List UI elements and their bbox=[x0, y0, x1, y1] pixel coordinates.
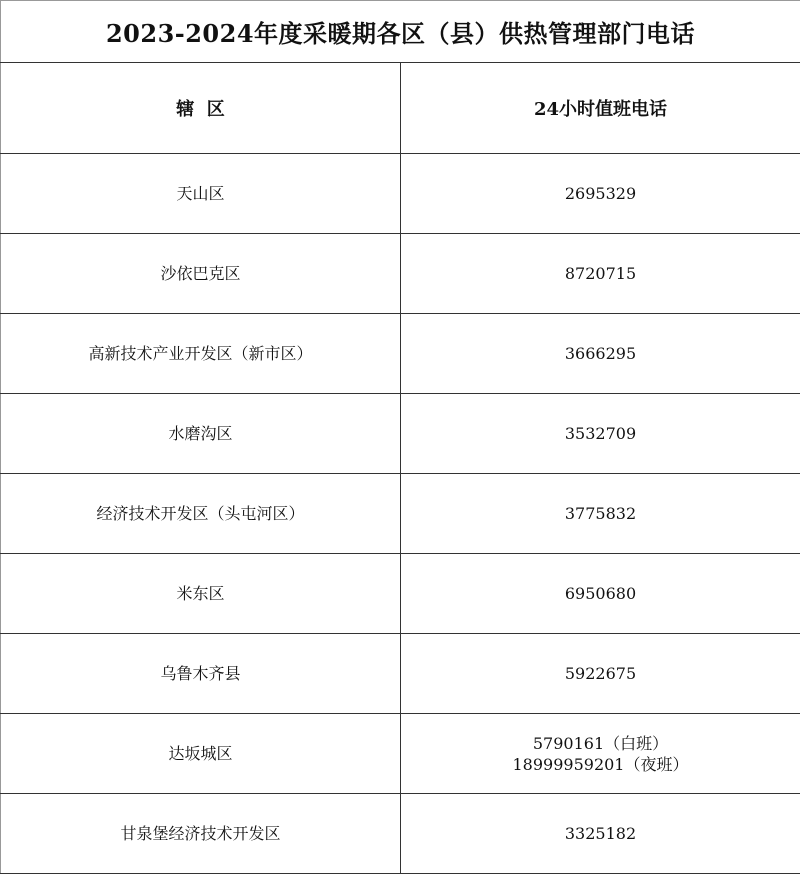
phone-number: 8720715 bbox=[564, 264, 637, 283]
table-row bbox=[1, 794, 800, 874]
table-row bbox=[1, 554, 800, 634]
table-row bbox=[1, 474, 800, 554]
district-cell: 经济技术开发区（头屯河区） bbox=[1, 474, 401, 554]
phone-cell bbox=[401, 154, 800, 234]
table-row bbox=[1, 714, 800, 794]
table-row bbox=[1, 154, 800, 234]
phone-cell bbox=[401, 714, 800, 794]
phone-number: 3775832 bbox=[564, 504, 637, 523]
header-phone: 24小时值班电话 bbox=[401, 63, 800, 154]
phone-number: 5922675 bbox=[564, 664, 637, 683]
district-cell: 水磨沟区 bbox=[1, 394, 401, 474]
phone-cell bbox=[401, 234, 800, 314]
header-row bbox=[1, 63, 800, 154]
phone-number: 3325182 bbox=[564, 824, 637, 843]
phone-cell bbox=[401, 794, 800, 874]
phone-cell bbox=[401, 634, 800, 714]
title-row bbox=[1, 1, 800, 63]
phone-number: 2695329 bbox=[564, 184, 637, 203]
phone-number: 3532709 bbox=[564, 424, 637, 443]
district-cell: 乌鲁木齐县 bbox=[1, 634, 401, 714]
district-cell: 达坂城区 bbox=[1, 714, 401, 794]
phone-cell bbox=[401, 474, 800, 554]
table-row bbox=[1, 634, 800, 714]
district-cell: 沙依巴克区 bbox=[1, 234, 401, 314]
header-district: 辖 区 bbox=[1, 63, 401, 154]
phone-number: 5790161（白班） bbox=[532, 733, 669, 753]
table-row bbox=[1, 314, 800, 394]
phone-number: 18999959201（夜班） bbox=[512, 754, 689, 774]
district-cell: 甘泉堡经济技术开发区 bbox=[1, 794, 401, 874]
phone-cell bbox=[401, 394, 800, 474]
district-cell: 天山区 bbox=[1, 154, 401, 234]
phone-cell bbox=[401, 314, 800, 394]
table-title: 2023-2024年度采暖期各区（县）供热管理部门电话 bbox=[1, 1, 800, 63]
phone-cell bbox=[401, 554, 800, 634]
table-row bbox=[1, 234, 800, 314]
phone-number: 3666295 bbox=[564, 344, 637, 363]
district-cell: 高新技术产业开发区（新市区） bbox=[1, 314, 401, 394]
table-row bbox=[1, 394, 800, 474]
phone-number: 6950680 bbox=[564, 584, 637, 603]
district-cell: 米东区 bbox=[1, 554, 401, 634]
